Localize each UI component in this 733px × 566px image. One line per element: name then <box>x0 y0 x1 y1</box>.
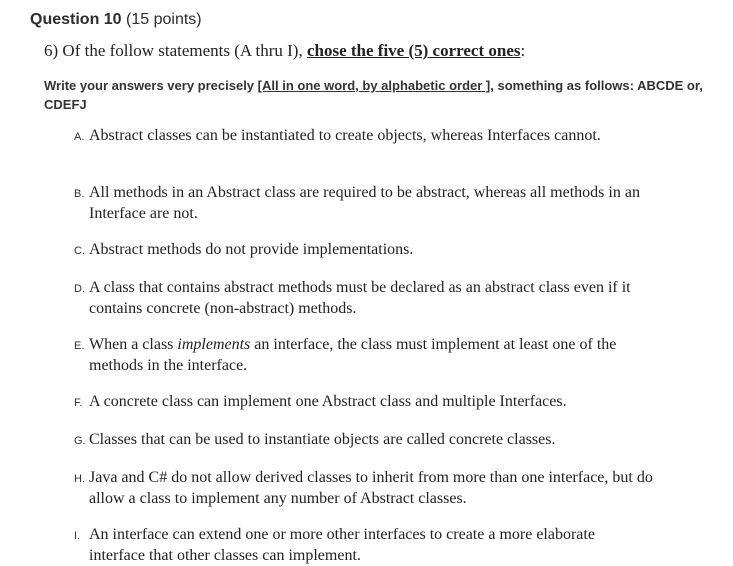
instructions-prefix: Write your answers very precisely <box>44 78 258 93</box>
question-prompt <box>44 40 525 62</box>
prompt-suffix: : <box>520 41 526 60</box>
option-i <box>74 525 714 565</box>
option-g <box>74 430 714 451</box>
answer-instructions <box>44 76 704 114</box>
option-text: Abstract classes can be instantiated to create objects, whereas Interfaces cannot. <box>89 127 601 144</box>
option-text: Abstract methods do not provide implementations. <box>89 241 414 258</box>
option-d <box>74 278 714 318</box>
option-text: A class that contains abstract methods must be declared as an abstract class even if it <box>89 279 631 296</box>
question-number: Question 10 <box>30 11 122 28</box>
option-c <box>74 240 714 261</box>
option-text-continued: interface that other classes can implement. <box>89 547 361 564</box>
option-text-post: an interface, the class must implement at least one of the <box>250 336 617 353</box>
option-letter: G. <box>74 435 86 447</box>
option-text-continued: methods in the interface. <box>89 357 248 374</box>
option-b <box>74 183 714 223</box>
option-letter: A. <box>74 131 85 143</box>
option-f <box>74 392 714 413</box>
option-text-emphasis: implements <box>177 336 251 353</box>
option-letter: C. <box>74 245 85 257</box>
option-text-continued: Interface are not. <box>89 205 198 222</box>
option-letter: I. <box>74 530 81 542</box>
option-text: All methods in an Abstract class are required to be abstract, whereas all methods in an <box>89 184 640 201</box>
option-a <box>74 126 714 147</box>
option-letter: D. <box>74 283 85 295</box>
instructions-underlined: [All in one word, by alphabetic order ] <box>257 78 491 93</box>
option-text: Java and C# do not allow derived classes to inherit from more than one interface, but do <box>89 469 653 486</box>
option-text-continued: allow a class to implement any number of Abstract classes. <box>89 490 467 507</box>
prompt-prefix: 6) Of the follow statements (A thru I), <box>44 41 307 60</box>
question-points: (15 points) <box>126 11 202 28</box>
option-letter: B. <box>74 188 85 200</box>
option-text-pre: When a class <box>89 336 178 353</box>
option-letter: F. <box>74 397 83 409</box>
option-text: A concrete class can implement one Abstract class and multiple Interfaces. <box>89 393 567 410</box>
option-letter: H. <box>74 473 85 485</box>
question-header <box>30 9 202 31</box>
option-text: An interface can extend one or more other interfaces to create a more elaborate <box>89 526 595 543</box>
option-e <box>74 335 714 375</box>
instructions-suffix: , something as follows: ABCDE or, CDEFJ <box>44 78 703 112</box>
option-letter: E. <box>74 340 85 352</box>
prompt-emphasis: chose the five (5) correct ones <box>306 41 521 60</box>
option-text: Classes that can be used to instantiate objects are called concrete classes. <box>89 431 556 448</box>
option-h <box>74 468 714 508</box>
option-text-continued: contains concrete (non-abstract) methods. <box>89 300 357 317</box>
